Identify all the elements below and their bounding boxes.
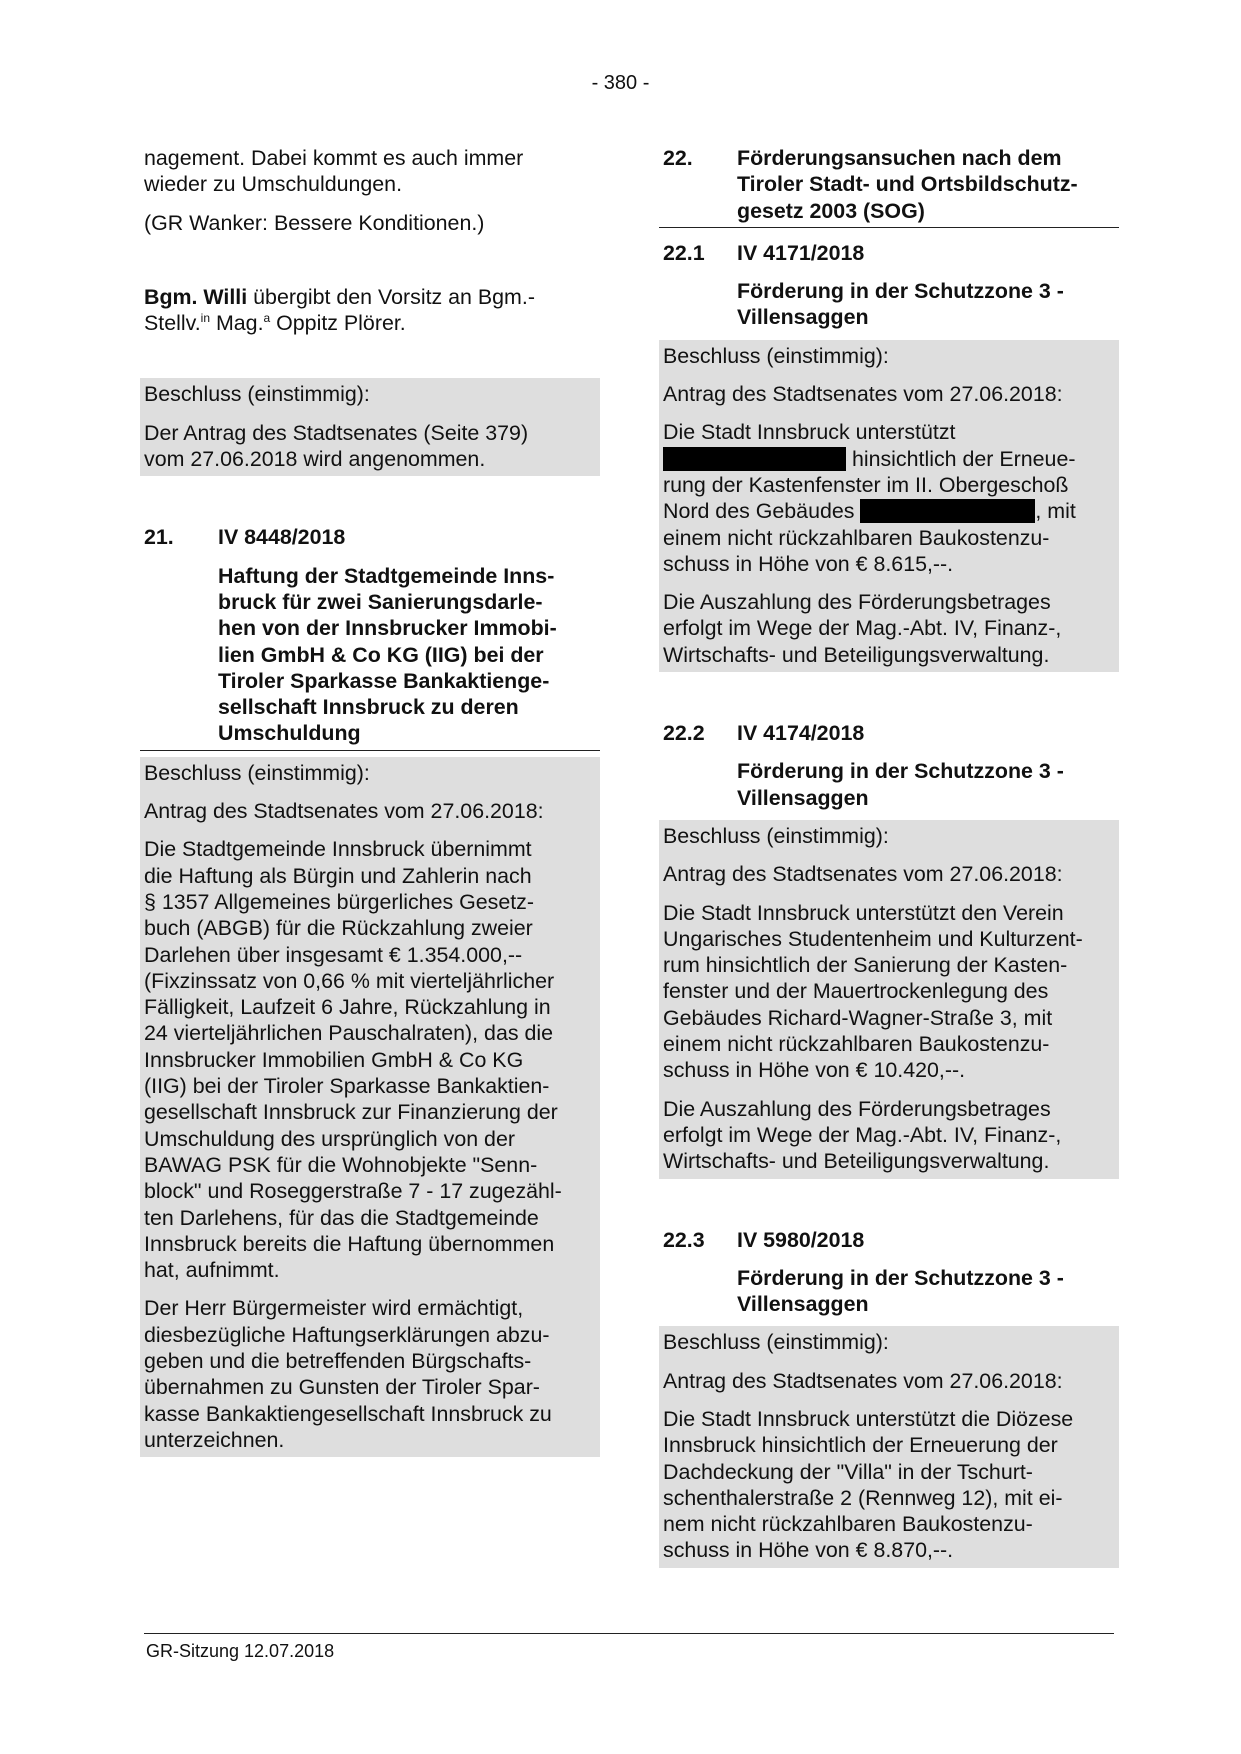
resolution-label: Beschluss (einstimmig):	[144, 760, 370, 785]
continued-text: nagement. Dabei kommt es auch immer wieder zu Umschuldungen.	[144, 146, 524, 197]
interjection-remark: (GR Wanker: Bessere Konditionen.)	[144, 210, 485, 235]
item-number: 22.1	[663, 240, 705, 265]
authorization-text: Der Herr Bürgermeister wird ermächtigt, diesbezügliche Haftungserklärungen abzu- geben und die betreffenden Bürgschafts- übernahmen zu Gunsten der Tiroler Spar- kasse Bankaktiengesellschaft Innsbruck zu unterzeichnen.	[144, 1296, 552, 1452]
agenda-item-21	[144, 524, 596, 1457]
left-column	[144, 145, 596, 1457]
item-heading	[140, 524, 600, 750]
item-title: Förderung in der Schutzzone 3 - Villensaggen	[737, 759, 1064, 810]
right-column	[663, 145, 1115, 1568]
agenda-item-22-1	[663, 240, 1115, 672]
resolution-box	[659, 340, 1119, 672]
motion-label: Antrag des Stadtsenates vom 27.06.2018:	[663, 1368, 1063, 1393]
resolution-text: Die Stadt Innsbruck unterstützt den Verein Ungarisches Studentenheim und Kulturzent- rum hinsichtlich der Sanierung der Kasten- fenster und der Mauertrockenlegung des Gebäudes Richard-Wagner-Straße 3, mit einem nicht rückzahlbaren Baukostenzu- schuss in Höhe von € 10.420,--.	[663, 900, 1083, 1083]
resolution-text: Die Stadt Innsbruck unterstützt die Diözese Innsbruck hinsichtlich der Erneuerung der Dachdeckung der "Villa" in der Tschurt- schenthalerstraße 2 (Rennweg 12), mit ei- nem nicht rückzahlbaren Baukostenzu- schuss in Höhe von € 8.870,--.	[663, 1406, 1074, 1563]
item-number: 22.2	[663, 721, 705, 746]
footer-rule	[144, 1633, 1114, 1634]
item-number: 22.3	[663, 1227, 705, 1252]
item-title: Förderungsansuchen nach dem Tiroler Stadt- und Ortsbildschutz- gesetz 2003 (SOG)	[737, 146, 1078, 223]
resolution-label: Beschluss (einstimmig):	[663, 343, 889, 368]
resolution-label: Beschluss (einstimmig):	[663, 1330, 889, 1355]
agenda-item-22-2	[663, 720, 1115, 1178]
item-reference: IV 4171/2018	[737, 240, 865, 265]
agenda-item-22-3	[663, 1227, 1115, 1568]
item-title: Förderung in der Schutzzone 3 - Villensaggen	[737, 1265, 1064, 1317]
item-reference: IV 5980/2018	[737, 1227, 865, 1252]
item-title: Förderung in der Schutzzone 3 - Villensaggen	[737, 279, 1064, 330]
item-reference: IV 4174/2018	[737, 721, 865, 746]
redaction-bar	[860, 499, 1035, 523]
resolution-text: Die Stadt Innsbruck unterstützt hinsichtlich der Erneue- rung der Kastenfenster im II. Obergeschoß Nord des Gebäudes , mit einem nicht rückzahlbaren Baukostenzu- schuss in Höhe von € 8.615,--.	[663, 420, 1076, 576]
redaction-bar	[663, 447, 846, 471]
motion-label: Antrag des Stadtsenates vom 27.06.2018:	[663, 382, 1063, 407]
item-number: 22.	[663, 146, 693, 170]
item-reference: IV 8448/2018	[218, 525, 346, 550]
page-number: - 380 -	[591, 72, 650, 94]
resolution-label: Beschluss (einstimmig):	[663, 823, 889, 848]
resolution-label: Beschluss (einstimmig):	[144, 382, 370, 407]
agenda-item-22-heading	[659, 145, 1119, 228]
resolution-box	[140, 757, 600, 1457]
chair-handover: Bgm. Willi übergibt den Vorsitz an Bgm.- Stellv.$^{in}$ Mag.$^a$ Oppitz Plörer.	[144, 284, 535, 336]
item-title: Haftung der Stadtgemeinde Inns- bruck für zwei Sanierungsdarle- hen von der Innsbrucker Immobi- lien GmbH & Co KG (IIG) bei der Tiroler Sparkasse Bankaktienge- sellschaft Innsbruck zu deren Umschuldung	[218, 563, 557, 746]
footer-session-date: GR-Sitzung 12.07.2018	[146, 1641, 335, 1661]
motion-label: Antrag des Stadtsenates vom 27.06.2018:	[663, 862, 1063, 887]
resolution-box	[140, 378, 600, 476]
motion-label: Antrag des Stadtsenates vom 27.06.2018:	[144, 799, 544, 824]
resolution-text: Die Stadtgemeinde Innsbruck übernimmt die Haftung als Bürgin und Zahlerin nach § 1357 Allgemeines bürgerliches Gesetz- buch (ABGB) für die Rückzahlung zweier Darlehen über insgesamt € 1.354.000,-- (Fixzinssatz von 0,66 % mit vierteljährlicher Fälligkeit, Laufzeit 6 Jahre, Rückzahlung in 24 vierteljährlichen Pauschalraten), das die Innsbrucker Immobilien GmbH & Co KG (IIG) bei der Tiroler Sparkasse Bankaktien- gesellschaft Innsbruck zur Finanzierung der Umschuldung des ursprünglich von der BAWAG PSK für die Wohnobjekte "Senn- block" und Roseggerstraße 7 - 17 zugezähl- ten Darlehens, für das die Stadtgemeinde Innsbruck bereits die Haftung übernommen hat, aufnimmt.	[144, 837, 562, 1283]
payout-text: Die Auszahlung des Förderungsbetrages erfolgt im Wege der Mag.-Abt. IV, Finanz-, Wirtschafts- und Beteiligungsverwaltung.	[663, 1096, 1062, 1174]
item-number: 21.	[144, 525, 174, 550]
resolution-text: Der Antrag des Stadtsenates (Seite 379) vom 27.06.2018 wird angenommen.	[144, 420, 529, 472]
payout-text: Die Auszahlung des Förderungsbetrages erfolgt im Wege der Mag.-Abt. IV, Finanz-, Wirtschafts- und Beteiligungsverwaltung.	[663, 590, 1062, 667]
resolution-box	[659, 820, 1119, 1179]
resolution-box	[659, 1326, 1119, 1567]
